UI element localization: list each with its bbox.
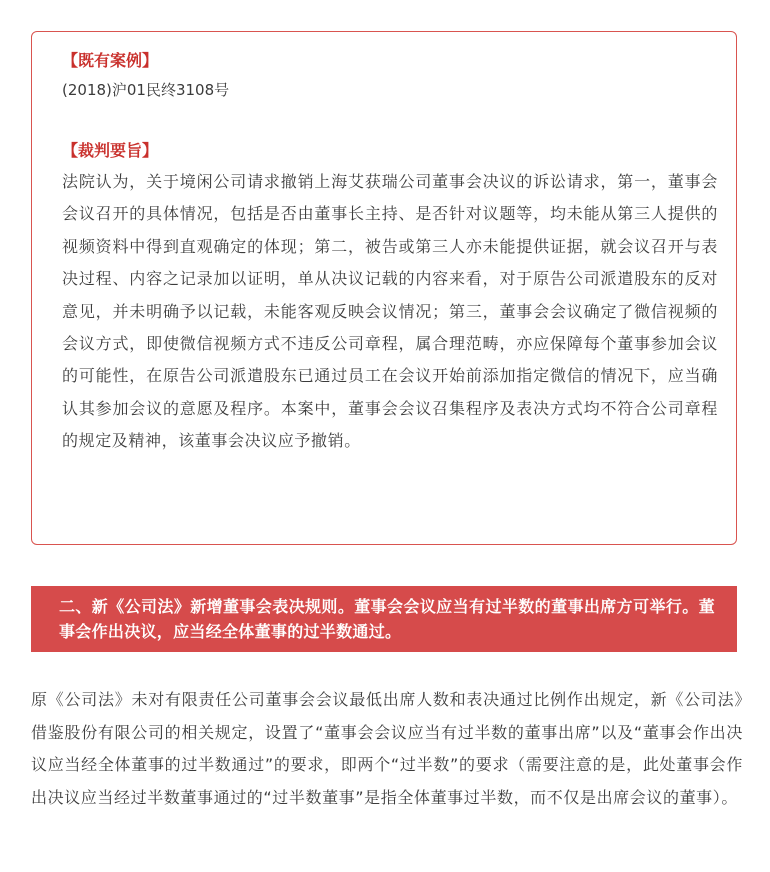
body-paragraph: 原《公司法》未对有限责任公司董事会会议最低出席人数和表决通过比例作出规定，新《公司法》借鉴股份有限公司的相关规定，设置了“董事会会议应当有过半数的董事出席”以及“董事会作出决议应当经全体董事的过半数通过”的要求，即两个“过半数”的要求（需要注意的是，此处董事会作出决议应当经过半数董事通过的“过半数董事”是指全体董事过半数，而不仅是出席会议的董事）。 (31, 690, 743, 807)
case-box-content (62, 46, 718, 458)
judgment-heading: 【裁判要旨】 (62, 141, 159, 160)
spacer (62, 104, 718, 136)
section-banner-text: 二、新《公司法》新增董事会表决规则。董事会会议应当有过半数的董事出席方可举行。董事会作出决议，应当经全体董事的过半数通过。 (59, 597, 715, 641)
section-banner (31, 586, 737, 652)
case-number: (2018)沪01民终3108号 (62, 81, 230, 99)
existing-case-heading: 【既有案例】 (62, 51, 159, 70)
case-box (31, 31, 737, 545)
judgment-text: 法院认为，关于境闲公司请求撤销上海艾获瑞公司董事会决议的诉讼请求，第一，董事会会议召开的具体情况，包括是否由董事长主持、是否针对议题等，均未能从第三人提供的视频资料中得到直观确定的体现；第二，被告或第三人亦未能提供证据，就会议召开与表决过程、内容之记录加以证明，单从决议记载的内容来看，对于原告公司派遣股东的反对意见，并未明确予以记载，未能客观反映会议情况；第三，董事会会议确定了微信视频的会议方式，即使微信视频方式不违反公司章程，属合理范畴，亦应保障每个董事参加会议的可能性，在原告公司派遣股东已通过员工在会议开始前添加指定微信的情况下，应当确认其参加会议的意愿及程序。本案中，董事会会议召集程序及表决方式均不符合公司章程的规定及精神，该董事会决议应予撤销。 (62, 172, 718, 451)
